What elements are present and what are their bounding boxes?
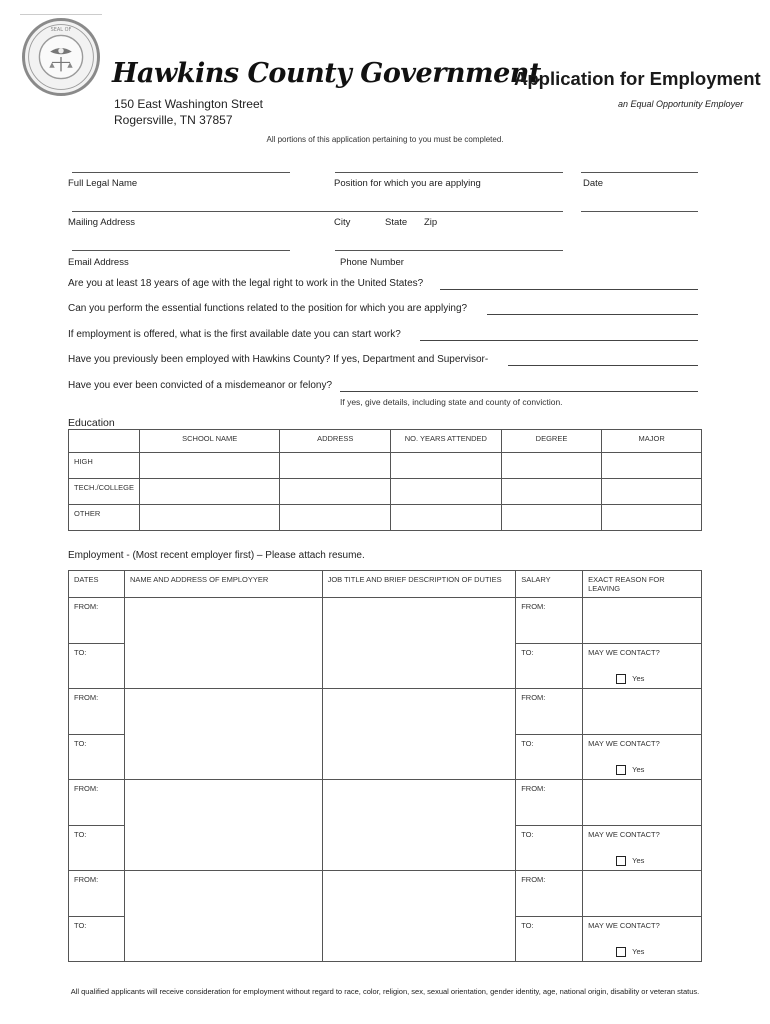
phone-label: Phone Number [340,257,404,268]
education-cell[interactable] [280,453,391,479]
salary-from-cell[interactable]: FROM: [516,689,583,735]
from-cell[interactable]: FROM: [69,689,125,735]
salary-to-cell[interactable]: TO: [516,916,583,962]
contact-yes-checkbox[interactable] [616,856,626,866]
salary-from-cell[interactable]: FROM: [516,780,583,826]
employment-header-salary: SALARY [516,571,583,598]
employment-title: Employment - (Most recent employer first) – Please attach resume. [68,550,365,561]
reason-cell[interactable] [583,780,702,826]
education-cell[interactable] [140,453,280,479]
email-field[interactable] [72,250,290,251]
education-cell[interactable] [140,479,280,505]
may-contact-label: MAY WE CONTACT? [588,738,660,748]
footer-eeo-statement: All qualified applicants will receive consideration for employment without regard to race, color, religion, sex, sexual orientation, gender identity, age, national origin, disability or veteran status. [70,987,700,996]
salary-from-cell[interactable]: FROM: [516,598,583,644]
employment-row-from [69,689,702,735]
employer-cell[interactable] [124,598,322,689]
education-cell[interactable] [501,505,602,531]
education-cell[interactable] [602,479,702,505]
from-cell[interactable]: FROM: [69,871,125,917]
yes-label: Yes [632,855,645,865]
education-cell[interactable] [501,479,602,505]
email-label: Email Address [68,257,129,268]
education-table [68,429,702,531]
zip-label: Zip [424,217,438,228]
address-line-2: Rogersville, TN 37857 [114,113,233,127]
question-essential-functions: Can you perform the essential functions related to the position for which you are applying? [68,303,468,314]
from-cell[interactable]: FROM: [69,780,125,826]
position-field[interactable] [335,172,563,173]
education-header-years: NO. YEARS ATTENDED [391,430,502,453]
state-label: State [385,217,408,228]
answer-essential-functions-field[interactable] [487,314,698,315]
instructions: All portions of this application pertaining to you must be completed. [266,135,504,144]
education-header-degree: DEGREE [501,430,602,453]
employment-table [68,570,702,962]
position-label: Position for which you are applying [334,178,481,189]
answer-previous-employment-field[interactable] [508,365,698,366]
employment-header-reason: EXACT REASON FOR LEAVING [583,571,702,598]
may-contact-label: MAY WE CONTACT? [588,647,660,657]
education-row-college [69,479,702,505]
mailing-address-label: Mailing Address [68,217,136,228]
education-header-blank [69,430,140,453]
contact-cell [583,825,702,871]
employment-row-from [69,871,702,917]
to-cell[interactable]: TO: [69,916,125,962]
equal-opportunity-text: an Equal Opportunity Employer [618,99,744,109]
education-cell[interactable] [501,453,602,479]
date-field[interactable] [581,172,698,173]
education-row-label: OTHER [69,505,140,531]
contact-cell [583,643,702,689]
yes-label: Yes [632,673,645,683]
may-contact-label: MAY WE CONTACT? [588,829,660,839]
education-header-address: ADDRESS [280,430,391,453]
education-title: Education [68,417,115,429]
salary-to-cell[interactable]: TO: [516,734,583,780]
education-row-high [69,453,702,479]
answer-start-date-field[interactable] [420,340,698,341]
organization-name: Hawkins County Government [112,58,541,89]
employer-cell[interactable] [124,871,322,962]
contact-yes-checkbox[interactable] [616,765,626,775]
to-cell[interactable]: TO: [69,643,125,689]
county-seal-icon [22,18,100,96]
job-cell[interactable] [322,689,516,780]
job-cell[interactable] [322,598,516,689]
full-name-label: Full Legal Name [68,178,138,189]
question-previous-employment: Have you previously been employed with Hawkins County? If yes, Department and Supervisor- [68,354,489,365]
education-row-label: HIGH [69,453,140,479]
education-header-major: MAJOR [602,430,702,453]
form-title: Application for Employment [514,68,761,89]
education-row-label: TECH./COLLEGE [69,479,140,505]
education-row-other [69,505,702,531]
education-cell[interactable] [602,505,702,531]
employer-cell[interactable] [124,689,322,780]
salary-to-cell[interactable]: TO: [516,643,583,689]
yes-label: Yes [632,764,645,774]
top-rule [20,14,102,15]
employment-row-from [69,780,702,826]
to-cell[interactable]: TO: [69,825,125,871]
conviction-note: If yes, give details, including state and county of conviction. [340,397,563,407]
education-cell[interactable] [391,479,502,505]
question-conviction: Have you ever been convicted of a misdemeanor or felony? [68,380,333,391]
contact-cell [583,916,702,962]
contact-cell [583,734,702,780]
employer-cell[interactable] [124,780,322,871]
mailing-extra-field[interactable] [581,211,698,212]
to-cell[interactable]: TO: [69,734,125,780]
mailing-address-field[interactable] [72,211,563,212]
education-header-row [69,430,702,453]
contact-yes-checkbox[interactable] [616,674,626,684]
reason-cell[interactable] [583,689,702,735]
employment-header-dates: DATES [69,571,125,598]
answer-age-field[interactable] [440,289,698,290]
education-cell[interactable] [602,453,702,479]
education-cell[interactable] [280,479,391,505]
from-cell[interactable]: FROM: [69,598,125,644]
question-age: Are you at least 18 years of age with the legal right to work in the United States? [68,278,424,289]
yes-label: Yes [632,946,645,956]
date-label: Date [583,178,604,189]
education-cell[interactable] [140,505,280,531]
city-label: City [334,217,351,228]
address-line-1: 150 East Washington Street [114,97,263,111]
may-contact-label: MAY WE CONTACT? [588,920,660,930]
salary-to-cell[interactable]: TO: [516,825,583,871]
salary-from-cell[interactable]: FROM: [516,871,583,917]
svg-text:SEAL OF: SEAL OF [50,26,72,33]
education-cell[interactable] [280,505,391,531]
contact-yes-checkbox[interactable] [616,947,626,957]
reason-cell[interactable] [583,598,702,644]
education-cell[interactable] [391,453,502,479]
question-start-date: If employment is offered, what is the first available date you can start work? [68,329,401,340]
employment-header-row [69,571,702,598]
reason-cell[interactable] [583,871,702,917]
full-name-field[interactable] [72,172,290,173]
employment-row-from [69,598,702,644]
education-header-school: SCHOOL NAME [140,430,280,453]
phone-field[interactable] [335,250,563,251]
answer-conviction-field[interactable] [340,391,698,392]
employment-header-job: JOB TITLE AND BRIEF DESCRIPTION OF DUTIES [322,571,516,598]
education-cell[interactable] [391,505,502,531]
employment-header-employer: NAME AND ADDRESS OF EMPLOYYER [124,571,322,598]
job-cell[interactable] [322,871,516,962]
job-cell[interactable] [322,780,516,871]
